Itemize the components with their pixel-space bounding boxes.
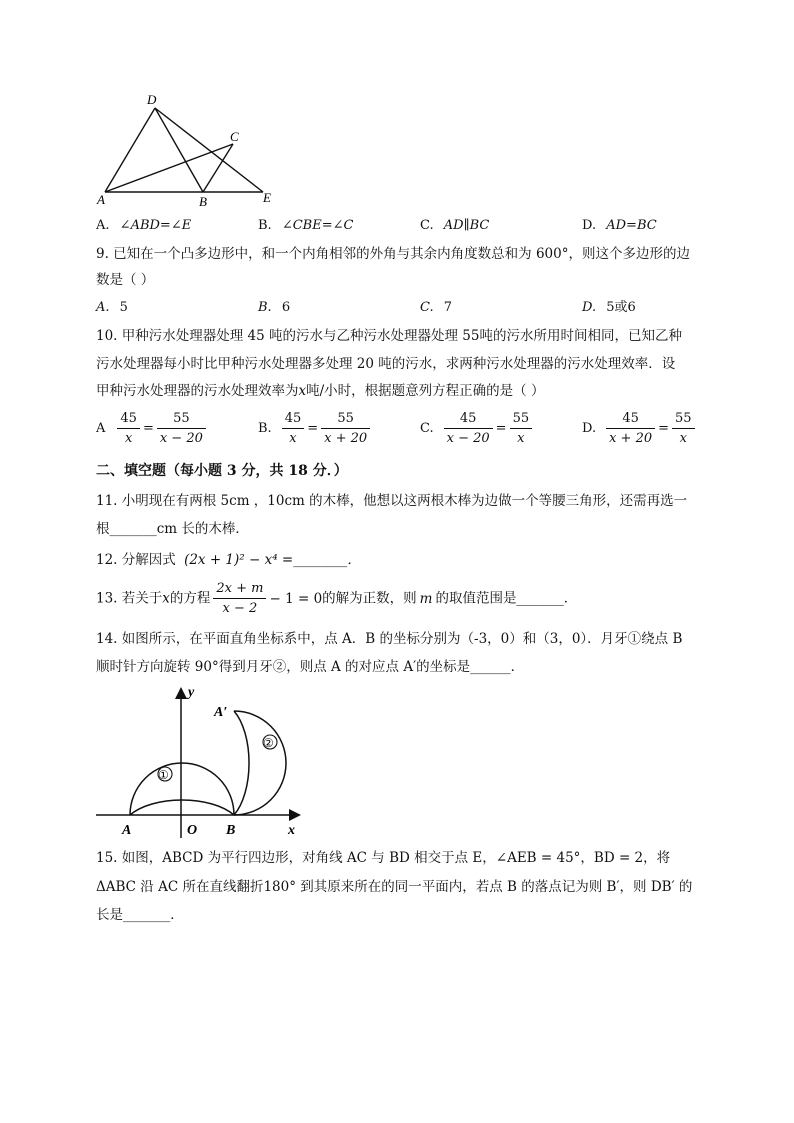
q10-option-d bbox=[582, 410, 695, 447]
fraction bbox=[321, 410, 370, 447]
q9-option-b bbox=[258, 298, 290, 318]
denominator: x − 20 bbox=[159, 431, 203, 446]
q13-post: 的解为正数，则 bbox=[322, 590, 417, 607]
q12-expression: (2x + 1)² − x⁴ =________． bbox=[184, 552, 361, 568]
denominator: x − 20 bbox=[446, 431, 490, 446]
q10-line-3-post: 吨/小时，根据题意列方程正确的是（ ） bbox=[306, 383, 545, 399]
q9-option-c bbox=[420, 298, 452, 318]
q8-option-b bbox=[258, 216, 353, 236]
numerator: 2x + m bbox=[213, 580, 266, 599]
denominator: x bbox=[517, 431, 525, 446]
fig14-label-x: x bbox=[288, 823, 295, 838]
equals-sign: = bbox=[142, 421, 154, 436]
q10-option-c bbox=[420, 410, 532, 447]
q11-line-1: 11. 小明现在有两根 5cm ，10cm 的木棒，他想以这两根木棒为边做一个等腰三角形，还需再选一 bbox=[96, 493, 688, 509]
q10-option-b bbox=[258, 410, 370, 447]
option-text: ∠ABD=∠E bbox=[119, 218, 192, 233]
option-letter: C. bbox=[420, 421, 434, 436]
q12 bbox=[96, 550, 361, 570]
q8-option-d bbox=[582, 216, 657, 236]
fig14-label-b: B bbox=[226, 823, 236, 838]
fig14-label-aprime: A′ bbox=[214, 705, 228, 720]
option-text: 5或6 bbox=[606, 300, 636, 315]
numerator: 45 bbox=[606, 410, 655, 429]
denominator: x + 20 bbox=[324, 431, 368, 446]
option-text: ∠CBE=∠C bbox=[281, 218, 354, 233]
numerator: 55 bbox=[321, 410, 370, 429]
q13-end: 的取值范围是_______． bbox=[435, 590, 578, 607]
q13-variable-m: m bbox=[419, 590, 433, 607]
q9-option-d bbox=[582, 298, 636, 318]
q12-prefix: 12. 分解因式 bbox=[96, 552, 176, 568]
fig14-circled-2: ② bbox=[263, 736, 274, 750]
option-letter: D. bbox=[582, 300, 597, 315]
q14-line-1: 14. 如图所示，在平面直角坐标系中，点 A．B 的坐标分别为（-3，0）和（3，0）．月牙①绕点 B bbox=[96, 631, 683, 647]
denominator: x − 2 bbox=[222, 601, 258, 616]
q11-line-2: 根_______cm 长的木棒． bbox=[96, 521, 249, 537]
fraction bbox=[282, 410, 305, 447]
fig8-label-c: C bbox=[230, 129, 239, 144]
option-letter: C. bbox=[420, 218, 434, 233]
fraction bbox=[606, 410, 655, 447]
q9-line-1: 9. 已知在一个凸多边形中，和一个内角相邻的外角与其余内角度数总和为 600°，则这个多边形的边 bbox=[96, 246, 690, 262]
equals-sign: = bbox=[658, 421, 670, 436]
fig14-label-y: y bbox=[188, 685, 195, 700]
option-letter: B. bbox=[258, 300, 272, 315]
option-text: 6 bbox=[281, 300, 291, 315]
denominator: x bbox=[289, 431, 297, 446]
denominator: x bbox=[124, 431, 133, 446]
equals-sign: = bbox=[307, 421, 319, 436]
numerator: 45 bbox=[444, 410, 493, 429]
fig8-label-e: E bbox=[263, 190, 271, 205]
numerator: 55 bbox=[510, 410, 533, 429]
q10-variable: x bbox=[298, 383, 307, 399]
option-letter: D. bbox=[582, 218, 597, 233]
fraction bbox=[157, 410, 206, 447]
fraction bbox=[117, 410, 140, 447]
q15-line-1: 15. 如图，ABCD 为平行四边形，对角线 AC 与 BD 相交于点 E，∠AEB = 45°，BD = 2，将 bbox=[96, 850, 671, 866]
numerator: 55 bbox=[157, 410, 206, 429]
numerator: 45 bbox=[282, 410, 305, 429]
crescent-figure-q14 bbox=[94, 682, 314, 842]
option-text: 7 bbox=[443, 300, 453, 315]
fig8-label-b: B bbox=[199, 194, 207, 209]
q13-prefix: 13. 若关于 bbox=[96, 590, 163, 607]
denominator: x + 20 bbox=[609, 431, 653, 446]
fig14-label-a: A bbox=[122, 823, 132, 838]
fraction bbox=[510, 410, 533, 447]
q13-variable-x: x bbox=[162, 590, 170, 607]
q9-line-2: 数是（ ） bbox=[96, 272, 155, 288]
fig14-circled-1: ① bbox=[158, 768, 169, 782]
q13-mid: 的方程 bbox=[169, 590, 211, 607]
option-text: AD=BC bbox=[606, 218, 657, 233]
option-letter: A bbox=[96, 421, 106, 436]
section-2-title: 二、填空题（每小题 3 分，共 18 分．） bbox=[96, 463, 348, 479]
q10-line-3-pre: 甲种污水处理器的污水处理效率为 bbox=[96, 383, 299, 399]
q8-option-c bbox=[420, 216, 489, 236]
fig14-label-o: O bbox=[187, 823, 198, 838]
option-text: AD∥BC bbox=[443, 218, 490, 233]
denominator: x bbox=[679, 431, 687, 446]
q15-line-2: ΔABC 沿 AC 所在直线翻折180° 到其原来所在的同一平面内，若点 B 的落点记为则 B′，则 DB′ 的 bbox=[96, 879, 693, 895]
fraction bbox=[444, 410, 493, 447]
option-letter: B. bbox=[258, 218, 272, 233]
q10-option-a bbox=[96, 410, 206, 447]
q13-tail: − 1 = 0 bbox=[269, 590, 323, 607]
option-letter: D. bbox=[582, 421, 597, 436]
q14-line-2: 顺时针方向旋转 90°得到月牙②，则点 A 的对应点 A′的坐标是______． bbox=[96, 659, 525, 675]
option-letter: A. bbox=[96, 218, 110, 233]
triangle-figure-q8 bbox=[95, 90, 285, 210]
fig8-label-d: D bbox=[147, 92, 157, 107]
equals-sign: = bbox=[495, 421, 507, 436]
numerator: 45 bbox=[117, 410, 140, 429]
q13 bbox=[96, 580, 577, 617]
option-letter: C. bbox=[420, 300, 434, 315]
option-text: 5 bbox=[119, 300, 128, 315]
q13-fraction bbox=[213, 580, 266, 617]
q8-option-a bbox=[96, 216, 191, 236]
fraction bbox=[672, 410, 695, 447]
q9-option-a bbox=[96, 298, 128, 318]
q10-line-1: 10. 甲种污水处理器处理 45 吨的污水与乙种污水处理器处理 55吨的污水所用时间相同，已知乙种 bbox=[96, 328, 682, 344]
q10-line-2: 污水处理器每小时比甲种污水处理器多处理 20 吨的污水，求两种污水处理器的污水处理效率．设 bbox=[96, 356, 676, 372]
option-letter: A. bbox=[96, 300, 110, 315]
numerator: 55 bbox=[672, 410, 695, 429]
q15-line-3: 长是_______． bbox=[96, 907, 184, 923]
fig8-label-a: A bbox=[97, 192, 105, 207]
option-letter: B. bbox=[258, 421, 272, 436]
q10-line-3 bbox=[96, 381, 544, 401]
